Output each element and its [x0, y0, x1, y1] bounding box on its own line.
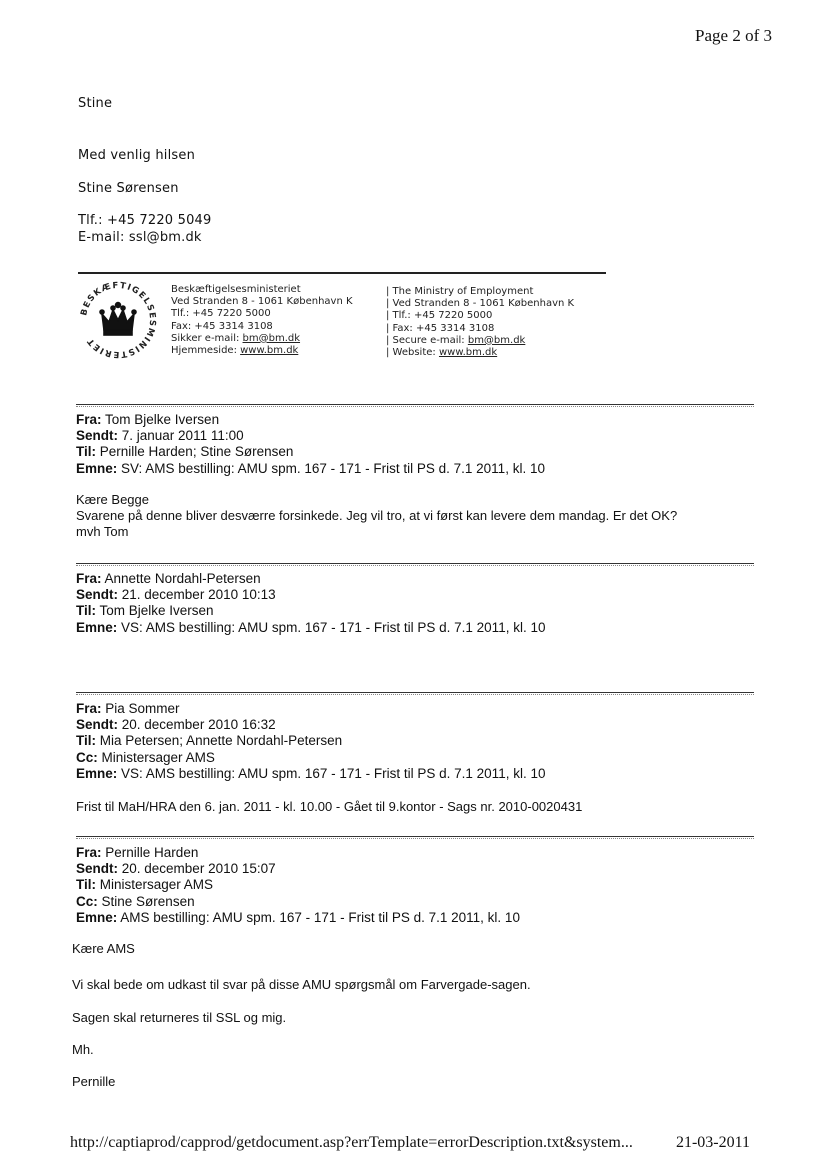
- sent-row: Sendt: 7. januar 2011 11:00: [76, 428, 244, 444]
- subject-row: Emne: SV: AMS bestilling: AMU spm. 167 - 171 - Frist til PS d. 7.1 2011, kl. 10: [76, 460, 545, 476]
- email-body-line: Kære AMS: [72, 941, 135, 956]
- email-header: [76, 571, 545, 636]
- to-row: Til: Mia Petersen; Annette Nordahl-Petersen: [76, 733, 343, 749]
- ministry-email-row-en: [386, 335, 574, 347]
- cc-row: Cc: Stine Sørensen: [76, 893, 195, 909]
- signature-phone: Tlf.: +45 7220 5049: [78, 213, 212, 228]
- email-body-line: Pernille: [72, 1074, 116, 1089]
- signature-divider: [78, 272, 606, 274]
- ministry-name-en: | The Ministry of Employment: [386, 286, 534, 297]
- to-value: Tom Bjelke Iversen: [99, 603, 214, 619]
- ministry-web-link[interactable]: www.bm.dk: [240, 345, 299, 357]
- ministry-address-en: [386, 286, 574, 359]
- to-value: Pernille Harden; Stine Sørensen: [99, 444, 294, 460]
- ministry-phone-da: Tlf.: +45 7220 5000: [171, 308, 271, 320]
- footer-date: 21-03-2011: [675, 1134, 750, 1151]
- email-divider: [76, 563, 754, 564]
- email-body-line: Mh.: [72, 1042, 94, 1057]
- body-line: Frist til MaH/HRA den 6. jan. 2011 - kl. 10.00 - Gået til 9.kontor - Sags nr. 2010-0020431: [76, 799, 583, 814]
- web-label: Hjemmeside:: [171, 345, 241, 357]
- ministry-street-da: Ved Stranden 8 - 1061 København K: [171, 296, 353, 308]
- to-value: Ministersager AMS: [99, 877, 214, 893]
- from-value: Tom Bjelke Iversen: [105, 412, 220, 427]
- body-line: Svarene på denne bliver desværre forsinkede. Jeg vil tro, at vi først kan levere dem mandag. Er det OK?: [76, 508, 678, 523]
- from-value: Pia Sommer: [105, 701, 180, 716]
- web-label: | Website:: [386, 347, 439, 359]
- email-divider: [76, 836, 754, 837]
- crown-icon: [100, 303, 136, 335]
- subject-value: SV: AMS bestilling: AMU spm. 167 - 171 - Frist til PS d. 7.1 2011, kl. 10: [121, 460, 545, 476]
- email-header: [76, 701, 545, 782]
- signature-email: E-mail: ssl@bm.dk: [78, 230, 202, 245]
- ministry-address-da: [171, 284, 353, 357]
- ministry-logo: [76, 278, 160, 362]
- body-line: mvh Tom: [76, 524, 129, 539]
- ministry-email-link[interactable]: bm@bm.dk: [467, 334, 526, 346]
- email-body: [76, 492, 677, 540]
- ministry-name-da: Beskæftigelsesministeriet: [171, 284, 301, 295]
- from-value: Pernille Harden: [105, 845, 199, 860]
- subject-value: VS: AMS bestilling: AMU spm. 167 - 171 - Frist til PS d. 7.1 2011, kl. 10: [121, 619, 546, 635]
- email-body: [76, 799, 582, 815]
- cc-value: Stine Sørensen: [101, 893, 195, 909]
- ministry-fax-da: Fax: +45 3314 3108: [171, 320, 273, 332]
- signature-greeting: Med venlig hilsen: [78, 148, 196, 163]
- page-number: Page 2 of 3: [695, 26, 772, 45]
- subject-value: VS: AMS bestilling: AMU spm. 167 - 171 - Frist til PS d. 7.1 2011, kl. 10: [121, 765, 546, 781]
- cc-row: Cc: Ministersager AMS: [76, 749, 215, 765]
- email-header: [76, 412, 545, 477]
- sent-value: 20. december 2010 16:32: [121, 717, 276, 733]
- from-row: Fra: Pernille Harden: [76, 845, 199, 860]
- sent-value: 7. januar 2011 11:00: [121, 428, 244, 444]
- sent-row: Sendt: 21. december 2010 10:13: [76, 587, 276, 603]
- sent-value: 21. december 2010 10:13: [121, 587, 276, 603]
- subject-value: AMS bestilling: AMU spm. 167 - 171 - Frist til PS d. 7.1 2011, kl. 10: [120, 909, 520, 925]
- from-row: Fra: Tom Bjelke Iversen: [76, 412, 220, 427]
- from-value: Annette Nordahl-Petersen: [104, 571, 261, 586]
- logo-ring-text: BESKÆFTIGELSESMINISTERIET: [79, 280, 158, 360]
- ministry-fax-en: | Fax: +45 3314 3108: [386, 322, 495, 334]
- cc-value: Ministersager AMS: [101, 749, 215, 765]
- ministry-email-row-da: [171, 333, 353, 345]
- ministry-phone-en: | Tlf.: +45 7220 5000: [386, 310, 493, 322]
- ministry-web-row-da: [171, 345, 353, 357]
- ministry-street-en: | Ved Stranden 8 - 1061 København K: [386, 298, 575, 310]
- signature-short-name: Stine: [78, 96, 113, 111]
- body-line: Kære Begge: [76, 492, 149, 507]
- email-divider: [76, 692, 754, 693]
- subject-row: Emne: VS: AMS bestilling: AMU spm. 167 - 171 - Frist til PS d. 7.1 2011, kl. 10: [76, 765, 546, 781]
- to-value: Mia Petersen; Annette Nordahl-Petersen: [99, 733, 343, 749]
- sent-row: Sendt: 20. december 2010 15:07: [76, 861, 276, 877]
- email-label: Sikker e-mail:: [171, 332, 243, 344]
- email-divider: [76, 404, 754, 405]
- footer-url: http://captiaprod/capprod/getdocument.asp?errTemplate=errorDescription.txt&system...: [70, 1134, 633, 1151]
- from-row: Fra: Annette Nordahl-Petersen: [76, 571, 261, 586]
- signature-full-name: Stine Sørensen: [78, 181, 179, 196]
- to-row: Til: Tom Bjelke Iversen: [76, 603, 214, 619]
- email-header: [76, 845, 520, 926]
- sent-value: 20. december 2010 15:07: [121, 861, 276, 877]
- to-row: Til: Ministersager AMS: [76, 877, 214, 893]
- ministry-web-row-en: [386, 347, 574, 359]
- subject-row: Emne: AMS bestilling: AMU spm. 167 - 171 - Frist til PS d. 7.1 2011, kl. 10: [76, 909, 520, 925]
- subject-row: Emne: VS: AMS bestilling: AMU spm. 167 - 171 - Frist til PS d. 7.1 2011, kl. 10: [76, 619, 546, 635]
- sent-row: Sendt: 20. december 2010 16:32: [76, 717, 276, 733]
- to-row: Til: Pernille Harden; Stine Sørensen: [76, 444, 294, 460]
- email-label: | Secure e-mail:: [386, 334, 468, 346]
- ministry-web-link[interactable]: www.bm.dk: [438, 347, 498, 359]
- ministry-email-link[interactable]: bm@bm.dk: [242, 332, 301, 344]
- email-body-line: Vi skal bede om udkast til svar på disse AMU spørgsmål om Farvergade-sagen.: [72, 977, 531, 992]
- email-body-line: Sagen skal returneres til SSL og mig.: [72, 1010, 287, 1025]
- from-row: Fra: Pia Sommer: [76, 701, 180, 716]
